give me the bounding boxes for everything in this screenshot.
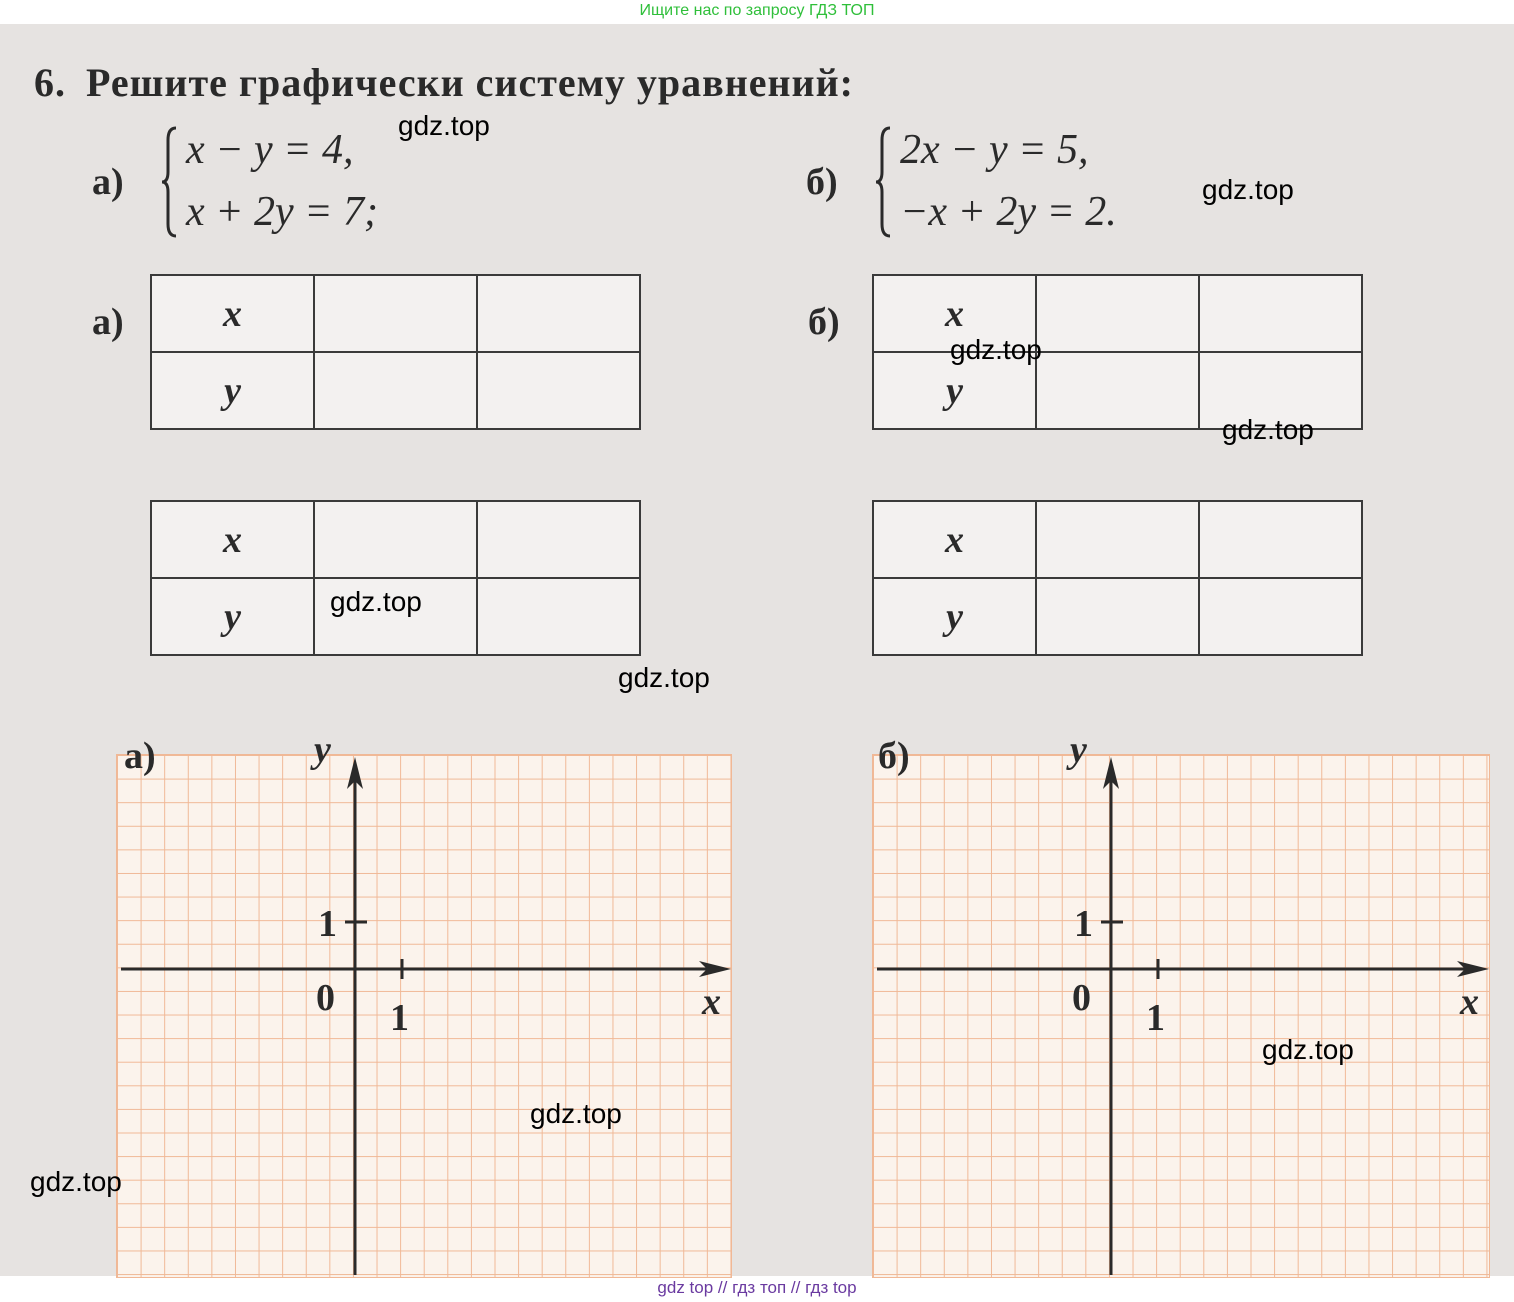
- coordinate-axes-b: [873, 755, 1489, 1277]
- watermark: gdz.top: [30, 1166, 122, 1197]
- table-cell-y-label: y: [873, 578, 1036, 655]
- table-cell-y-label: y: [151, 352, 314, 429]
- table-cell-x-label: x: [151, 501, 314, 578]
- graph-a-x-label: x: [702, 981, 721, 1023]
- task-number: 6.: [34, 60, 66, 105]
- graph-a-label: а): [124, 735, 156, 777]
- system-a-label: а): [92, 161, 124, 203]
- table-cell-x-label: x: [151, 275, 314, 352]
- textbook-page: [0, 24, 1514, 1276]
- watermark: gdz.top: [618, 662, 710, 693]
- system-b-eq2: −x + 2y = 2.: [900, 189, 1117, 235]
- graph-a-x-tick-label: 1: [390, 997, 409, 1039]
- table-cell-empty[interactable]: [1036, 578, 1199, 655]
- value-table-b2: [872, 500, 1363, 656]
- graph-b-y-tick-label: 1: [1074, 903, 1093, 945]
- tables-b-label: б): [808, 301, 840, 343]
- value-table-a1: [150, 274, 641, 430]
- tables-a-label: а): [92, 301, 124, 343]
- table-cell-empty[interactable]: [1036, 275, 1199, 352]
- system-b-label: б): [806, 161, 838, 203]
- value-table-b1: [872, 274, 1363, 430]
- watermark: gdz.top: [530, 1098, 622, 1129]
- table-cell-empty[interactable]: [1199, 275, 1362, 352]
- task-title: [34, 59, 854, 106]
- graph-b-x-tick-label: 1: [1146, 997, 1165, 1039]
- system-b: [874, 118, 1174, 248]
- table-cell-empty[interactable]: [1036, 501, 1199, 578]
- graph-a-origin: 0: [316, 977, 335, 1019]
- top-banner[interactable]: Ищите нас по запросу ГДЗ ТОП: [639, 2, 875, 19]
- system-b-eq1: 2x − y = 5,: [900, 127, 1089, 173]
- table-cell-x-label: x: [873, 275, 1036, 352]
- table-cell-y-label: y: [151, 578, 314, 655]
- watermark: gdz.top: [950, 334, 1042, 365]
- table-cell-x-label: x: [873, 501, 1036, 578]
- coordinate-axes-a: [117, 755, 731, 1277]
- task-text: Решите графически систему уравнений:: [86, 60, 854, 105]
- system-a-eq2: x + 2y = 7;: [186, 189, 378, 235]
- table-cell-empty[interactable]: [314, 501, 477, 578]
- table-cell-empty[interactable]: [314, 275, 477, 352]
- table-cell-empty[interactable]: [1199, 501, 1362, 578]
- graph-b-label: б): [878, 735, 910, 777]
- graph-a-y-tick-label: 1: [318, 903, 337, 945]
- watermark: gdz.top: [330, 586, 422, 617]
- graph-b-x-label: x: [1460, 981, 1479, 1023]
- table-cell-empty[interactable]: [477, 352, 640, 429]
- table-cell-empty[interactable]: [314, 352, 477, 429]
- value-table-a2: [150, 500, 641, 656]
- brace-icon: [874, 126, 892, 238]
- watermark: gdz.top: [398, 110, 490, 141]
- table-cell-y-label: y: [873, 352, 1036, 429]
- graph-b-y-label: y: [1070, 729, 1087, 771]
- watermark: gdz.top: [1202, 174, 1294, 205]
- table-cell-empty[interactable]: [477, 501, 640, 578]
- bottom-banner[interactable]: gdz top // гдз топ // гдз top: [657, 1278, 857, 1297]
- watermark: gdz.top: [1222, 414, 1314, 445]
- brace-icon: [160, 126, 178, 238]
- table-cell-empty[interactable]: [477, 275, 640, 352]
- graph-a-y-label: y: [314, 729, 331, 771]
- watermark: gdz.top: [1262, 1034, 1354, 1065]
- graph-grid-b[interactable]: [872, 754, 1490, 1278]
- graph-grid-a[interactable]: [116, 754, 732, 1278]
- system-a-eq1: x − y = 4,: [186, 127, 354, 173]
- graph-b-origin: 0: [1072, 977, 1091, 1019]
- table-cell-empty[interactable]: [477, 578, 640, 655]
- table-cell-empty[interactable]: [1036, 352, 1199, 429]
- table-cell-empty[interactable]: [1199, 578, 1362, 655]
